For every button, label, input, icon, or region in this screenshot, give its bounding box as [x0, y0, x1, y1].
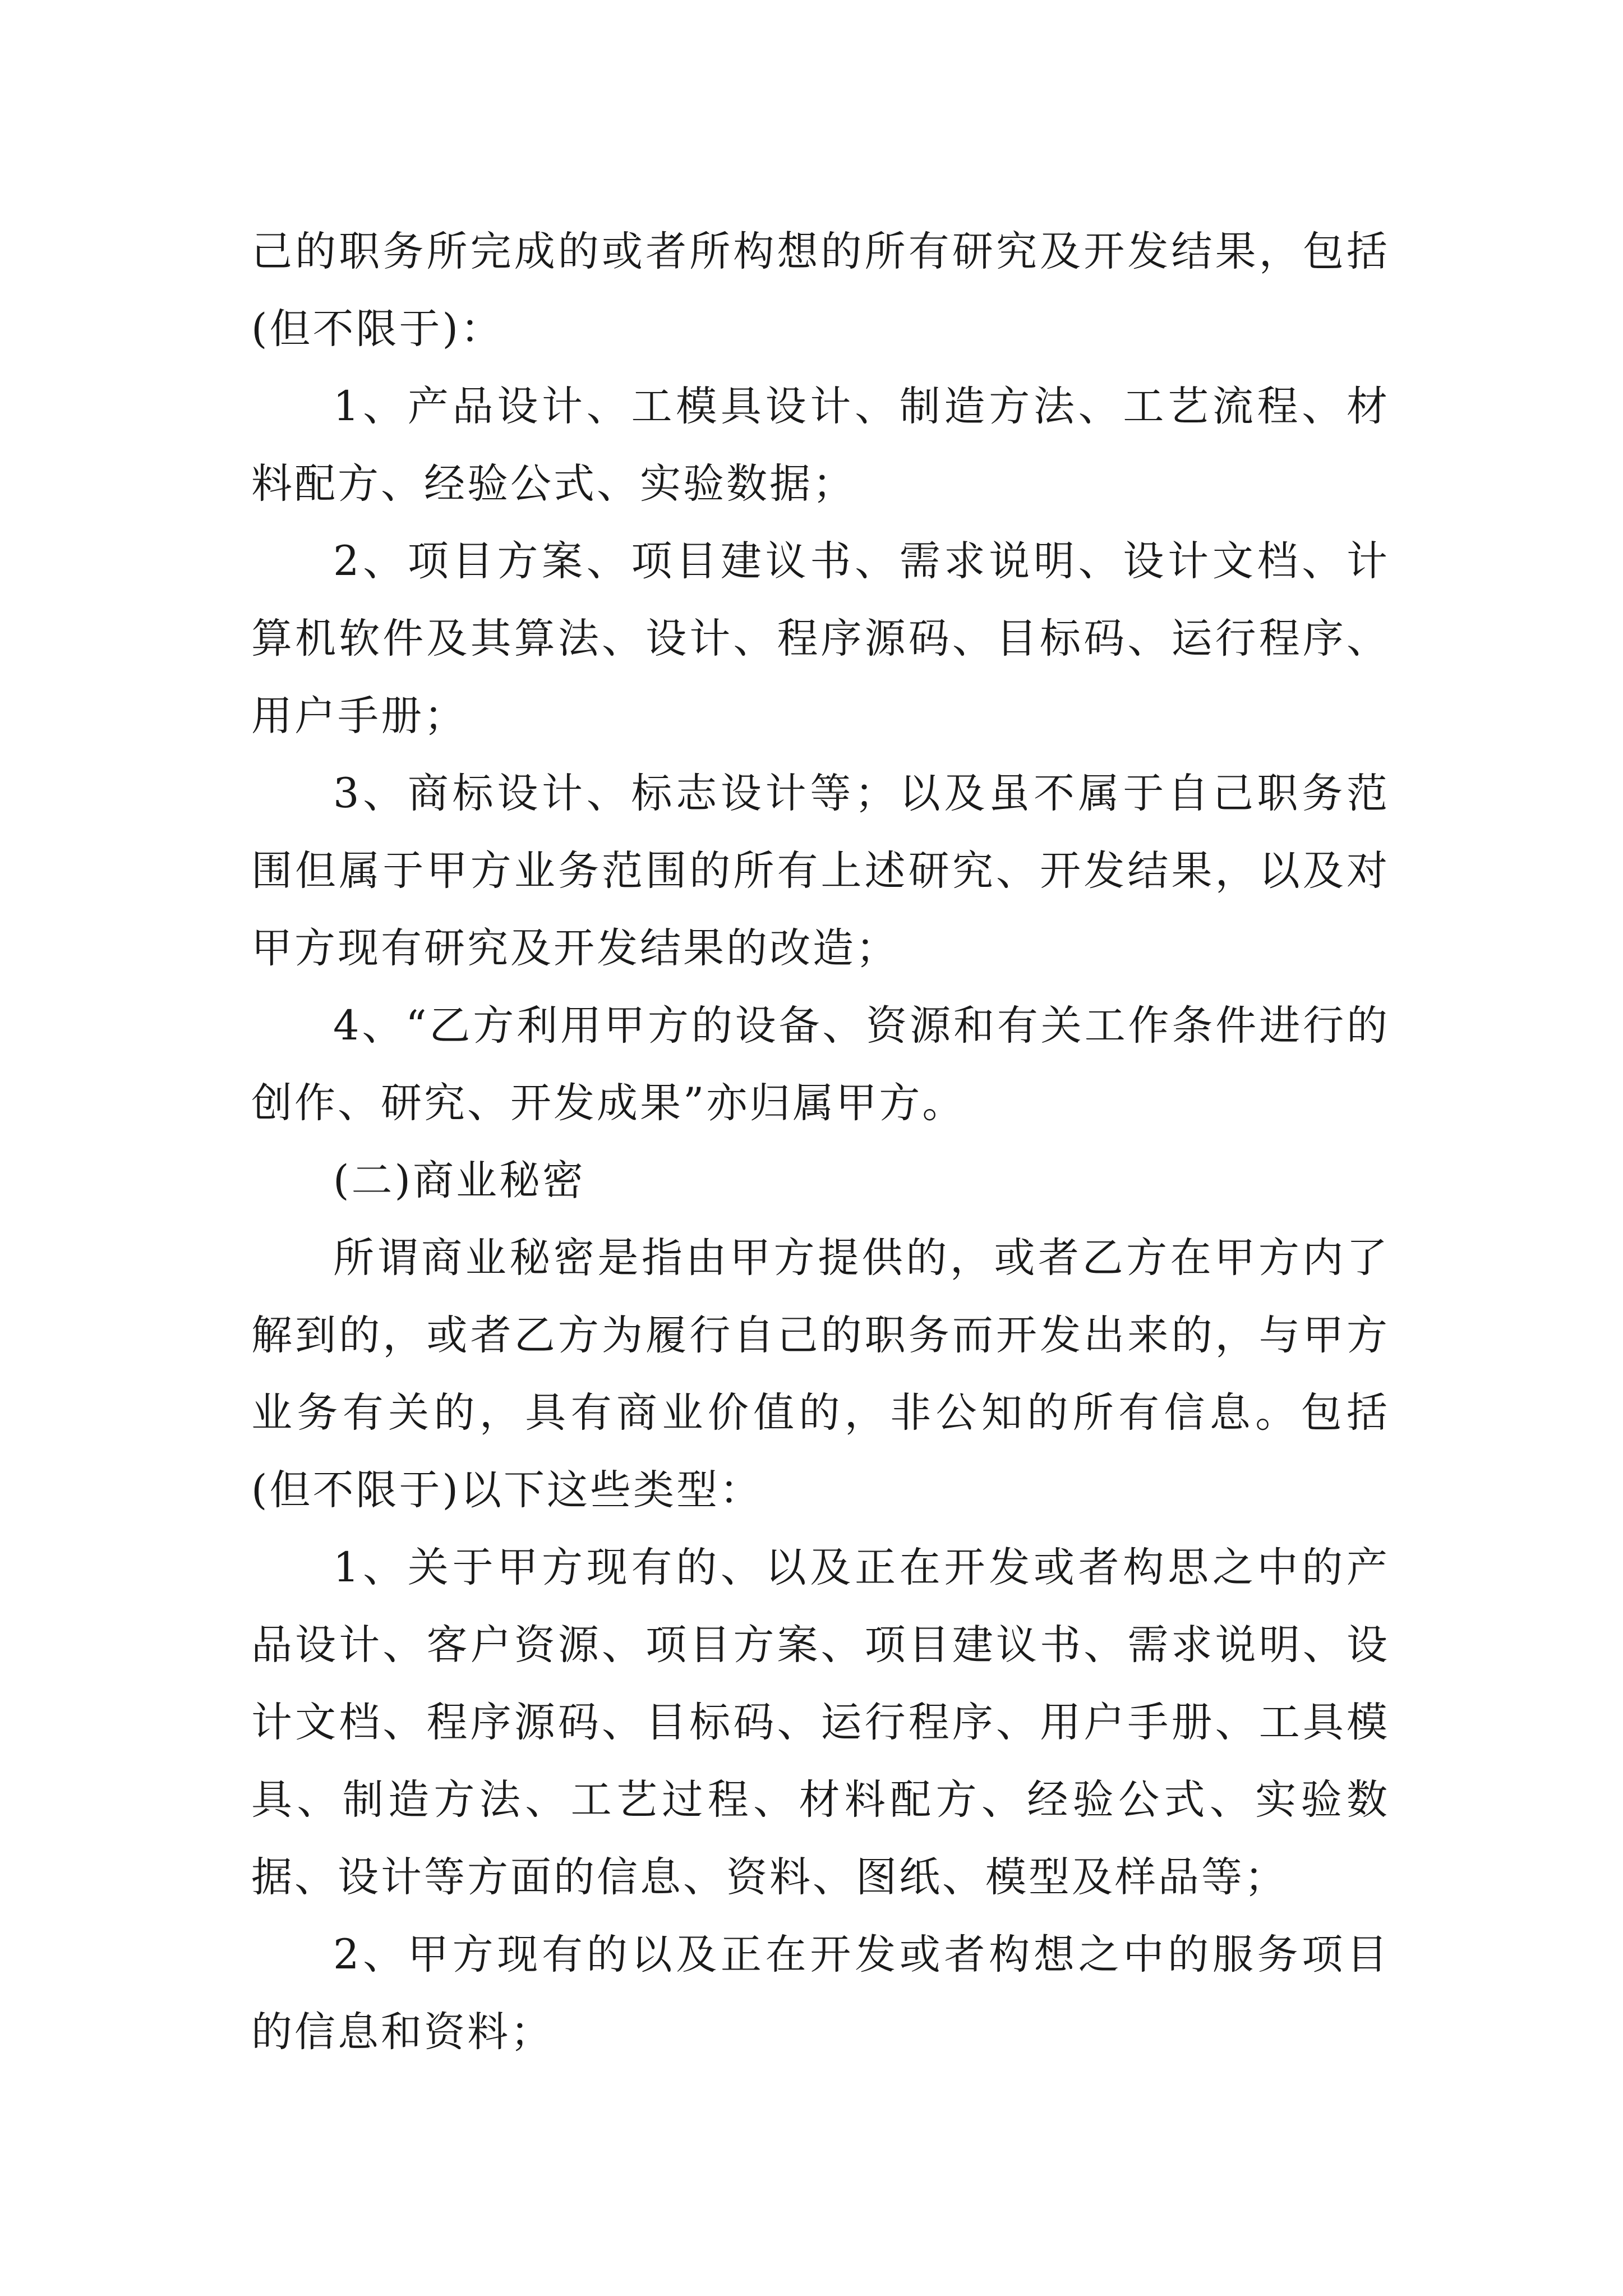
paragraph-2: 1、产品设计、工模具设计、制造方法、工艺流程、材料配方、经验公式、实验数据；: [251, 383, 1390, 508]
paragraph-4: 3、商标设计、标志设计等；以及虽不属于自己职务范围但属于甲方业务范围的所有上述研究、开发结果，以及对甲方现有研究及开发结果的改造；: [251, 770, 1390, 972]
paragraph-1: 己的职务所完成的或者所构想的所有研究及开发结果，包括(但不限于)：: [251, 228, 1390, 353]
paragraph-9: 2、甲方现有的以及正在开发或者构想之中的服务项目的信息和资料；: [251, 1931, 1390, 2056]
document-body: [251, 213, 1390, 2071]
paragraph-8: 1、关于甲方现有的、以及正在开发或者构思之中的产品设计、客户资源、项目方案、项目建议书、需求说明、设计文档、程序源码、目标码、运行程序、用户手册、工具模具、制造方法、工艺过程、材料配方、经验公式、实验数据、设计等方面的信息、资料、图纸、模型及样品等；: [251, 1544, 1390, 1901]
paragraph-5: 4、“乙方利用甲方的设备、资源和有关工作条件进行的创作、研究、开发成果”亦归属甲方。: [251, 1002, 1390, 1127]
paragraph-3: 2、项目方案、项目建议书、需求说明、设计文档、计算机软件及其算法、设计、程序源码、目标码、运行程序、用户手册；: [251, 537, 1390, 740]
section-heading-trade-secrets: (二)商业秘密: [333, 1157, 585, 1204]
paragraph-7: 所谓商业秘密是指由甲方提供的，或者乙方在甲方内了解到的，或者乙方为履行自己的职务而开发出来的，与甲方业务有关的，具有商业价值的，非公知的所有信息。包括(但不限于)以下这些类型：: [251, 1234, 1390, 1514]
